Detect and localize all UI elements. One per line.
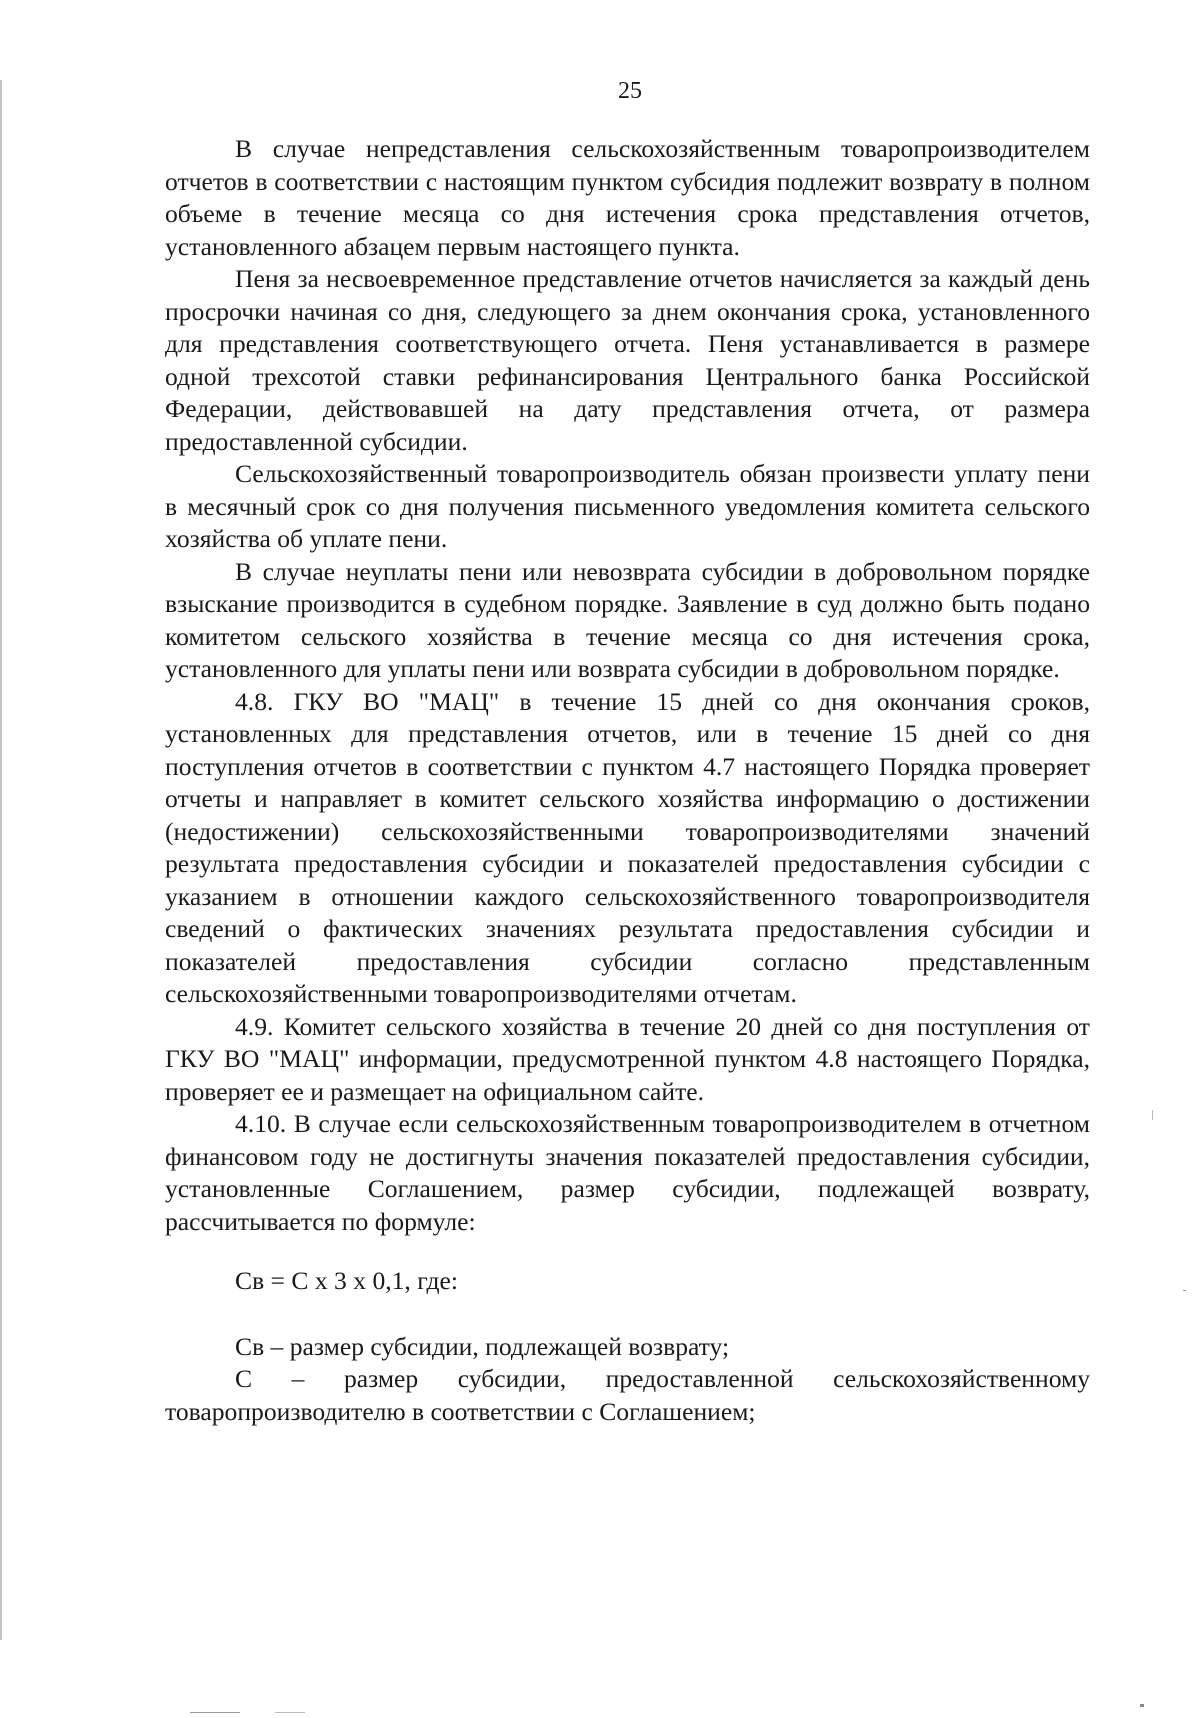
scan-artifact [190,1712,240,1713]
paragraph: Сельскохозяйственный товаропроизводитель обязан произвести уплату пени в месячный срок со дня получения письменного уведомления комитета сельского хозяйства об уплате пени. [165,459,1090,553]
paragraph: Пеня за несвоевременное представление отчетов начисляется за каждый день просрочки начиная со дня, следующего за днем окончания срока, установленного для представления соответствующего отчета. Пеня устанавливается в размере одной трехсотой ставки рефинансирования Центрального банка Российской Федерации, действовавшей на дату представления отчета, от размера предоставленной субсидии. [165,264,1090,456]
paragraph: 4.8. ГКУ ВО "МАЦ" в течение 15 дней со дня окончания сроков, установленных для представления отчетов, или в течение 15 дней со дня поступления отчетов в соответствии с пунктом 4.7 настоящего Порядка проверяет отчеты и направляет в комитет сельского хозяйства информацию о достижении (недостижении) сельскохозяйственными товаропроизводителями значений результата предоставления субсидии и показателей предоставления субсидии с указанием в отношении каждого сельскохозяйственного товаропроизводителя сведений о фактических значениях результата предоставления субсидии и показателей предоставления субсидии согласно представленным сельскохозяйственными товаропроизводителями отчетам. [165,686,1090,1008]
scan-artifact [1152,1110,1153,1120]
scan-artifact [275,1712,305,1713]
paragraph: 4.10. В случае если сельскохозяйственным товаропроизводителем в отчетном финансовом году не достигнуты значения показателей предоставления субсидии, установленные Соглашением, размер субсидии, подлежащей возврату, рассчитывается по формуле: [165,1109,1090,1236]
document-body [165,133,1090,1428]
scan-artifact [1140,1704,1144,1707]
paragraph: В случае неуплаты пени или невозврата субсидии в добровольном порядке взыскание производится в судебном порядке. Заявление в суд должно быть подано комитетом сельского хозяйства в течение месяца со дня истечения срока, установленного для уплаты пени или возврата субсидии в добровольном порядке. [165,556,1090,683]
formula: Св = С х 3 х 0,1, где: [235,1266,458,1295]
scan-artifact [1183,1290,1186,1291]
page-number: 25 [618,78,642,104]
definition: Св – размер субсидии, подлежащей возврату; [235,1331,730,1361]
paragraph: 4.9. Комитет сельского хозяйства в течение 20 дней со дня поступления от ГКУ ВО "МАЦ" информации, предусмотренной пунктом 4.8 настоящего Порядка, проверяет ее и размещает на официальном сайте. [165,1011,1090,1106]
paragraph: В случае непредставления сельскохозяйственным товаропроизводителем отчетов в соответствии с настоящим пунктом субсидия подлежит возврату в полном объеме в течение месяца со дня истечения срока представления отчетов, установленного абзацем первым настоящего пункта. [165,134,1090,261]
scan-edge-shadow [0,80,2,1640]
definition: С – размер субсидии, предоставленной сельскохозяйственному товаропроизводителю в соответствии с Соглашением; [165,1364,1090,1426]
